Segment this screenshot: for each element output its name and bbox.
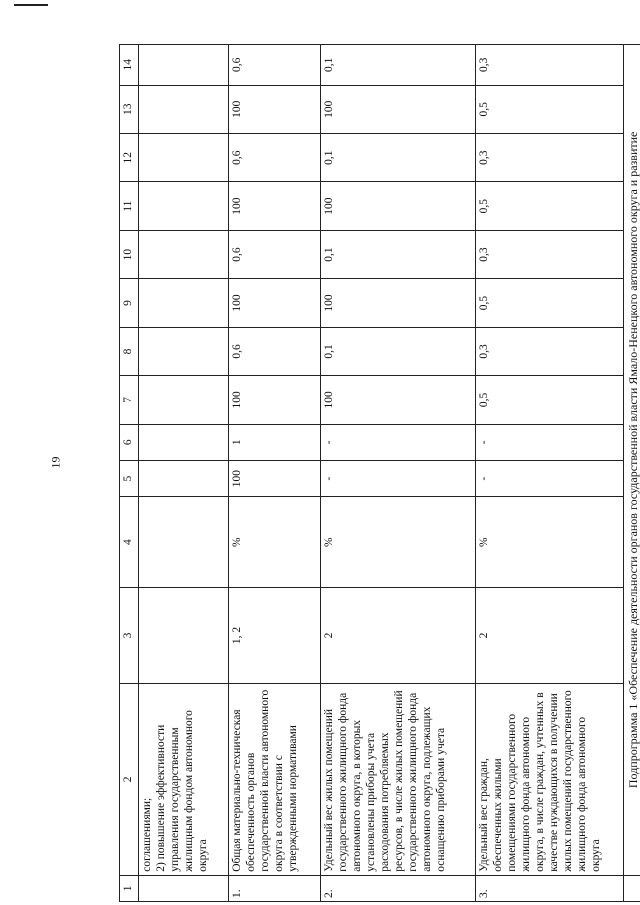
value-cell: 0,1 bbox=[321, 45, 476, 86]
value-cell: 0,5 bbox=[476, 182, 624, 230]
header-cell: 3 bbox=[120, 588, 139, 684]
value-cell: 100 bbox=[321, 182, 476, 230]
unit-cell: % bbox=[229, 497, 321, 588]
header-cell: 5 bbox=[120, 460, 139, 496]
value-cell: 0,5 bbox=[476, 376, 624, 424]
header-cell: 6 bbox=[120, 424, 139, 460]
header-cell: 14 bbox=[120, 45, 139, 86]
indicator-table-page bbox=[119, 44, 640, 902]
value-cell: 0,3 bbox=[476, 327, 624, 375]
value-cell: 100 bbox=[321, 279, 476, 327]
row-number-cell: 3. bbox=[476, 875, 624, 901]
value-cell: - bbox=[321, 424, 476, 460]
header-cell: 9 bbox=[120, 279, 139, 327]
page-number: 19 bbox=[48, 456, 63, 469]
value-cell: 100 bbox=[321, 85, 476, 133]
value-cell: 2 bbox=[476, 588, 624, 684]
value-cell: 0,1 bbox=[321, 133, 476, 181]
value-cell: - bbox=[476, 460, 624, 496]
table-row bbox=[229, 45, 321, 902]
header-cell: 2 bbox=[120, 683, 139, 875]
table-row bbox=[476, 45, 624, 902]
value-cell: 1, 2 bbox=[229, 588, 321, 684]
value-cell: 0,6 bbox=[229, 327, 321, 375]
continuation-text-cell: соглашениями; 2) повышение эффективности управления государственным жилищным фондом автономного округа bbox=[139, 683, 229, 875]
header-cell: 4 bbox=[120, 497, 139, 588]
value-cell: 0,3 bbox=[476, 133, 624, 181]
indicator-name-cell: Удельный вес граждан, обеспеченных жилыми помещениями государственного жилищного фонда автономного округа, в числе граждан, учтенных в качестве нуждающихся в получении жилых помещений государственного жилищного фонда автономного округа bbox=[476, 683, 624, 875]
header-cell: 8 bbox=[120, 327, 139, 375]
value-cell: 100 bbox=[229, 85, 321, 133]
table-row bbox=[321, 45, 476, 902]
value-cell: 0,6 bbox=[229, 45, 321, 86]
value-cell: 0,3 bbox=[476, 45, 624, 86]
row-number-cell bbox=[139, 875, 229, 901]
value-cell: - bbox=[321, 460, 476, 496]
value-cell: 100 bbox=[229, 279, 321, 327]
value-cell: 0,5 bbox=[476, 85, 624, 133]
value-cell: 100 bbox=[229, 182, 321, 230]
header-cell: 13 bbox=[120, 85, 139, 133]
row-number-cell: 2. bbox=[321, 875, 476, 901]
header-cell: 7 bbox=[120, 376, 139, 424]
unit-cell: % bbox=[321, 497, 476, 588]
row-number-cell: 1. bbox=[229, 875, 321, 901]
header-cell: 10 bbox=[120, 230, 139, 278]
value-cell: - bbox=[476, 424, 624, 460]
value-cell: 0,1 bbox=[321, 327, 476, 375]
header-cell: 12 bbox=[120, 133, 139, 181]
value-cell: 1 bbox=[229, 424, 321, 460]
indicator-table bbox=[119, 44, 640, 902]
subprogram-title: Подпрограмма 1 «Обеспечение деятельности органов государственной власти Ямало-Ненецкого автономного округа и развитие bbox=[624, 45, 640, 876]
value-cell: 0,6 bbox=[229, 133, 321, 181]
corner-mark bbox=[14, 4, 48, 6]
table-row-continuation bbox=[139, 45, 229, 902]
header-cell: 11 bbox=[120, 182, 139, 230]
header-cell: 1 bbox=[120, 875, 139, 901]
value-cell: 0,1 bbox=[321, 230, 476, 278]
value-cell: 0,5 bbox=[476, 279, 624, 327]
table-header-row bbox=[120, 45, 139, 902]
value-cell: 0,6 bbox=[229, 230, 321, 278]
indicator-name-cell: Удельный вес жилых помещений государственного жилищного фонда автономного округа, в которых установлены приборы учета расходования потребляемых ресурсов, в числе жилых помещений государственного жилищного фонда автономного округа, подлежащих оснащению приборами учета bbox=[321, 683, 476, 875]
value-cell: 100 bbox=[321, 376, 476, 424]
value-cell: 0,3 bbox=[476, 230, 624, 278]
subprogram-row bbox=[624, 45, 640, 902]
value-cell: 2 bbox=[321, 588, 476, 684]
row-number-cell bbox=[624, 875, 640, 901]
indicator-name-cell: Общая материально-техническая обеспеченность органов государственной власти автономного округа в соответствии с утвержденными нормативами bbox=[229, 683, 321, 875]
value-cell: 100 bbox=[229, 460, 321, 496]
unit-cell: % bbox=[476, 497, 624, 588]
value-cell: 100 bbox=[229, 376, 321, 424]
